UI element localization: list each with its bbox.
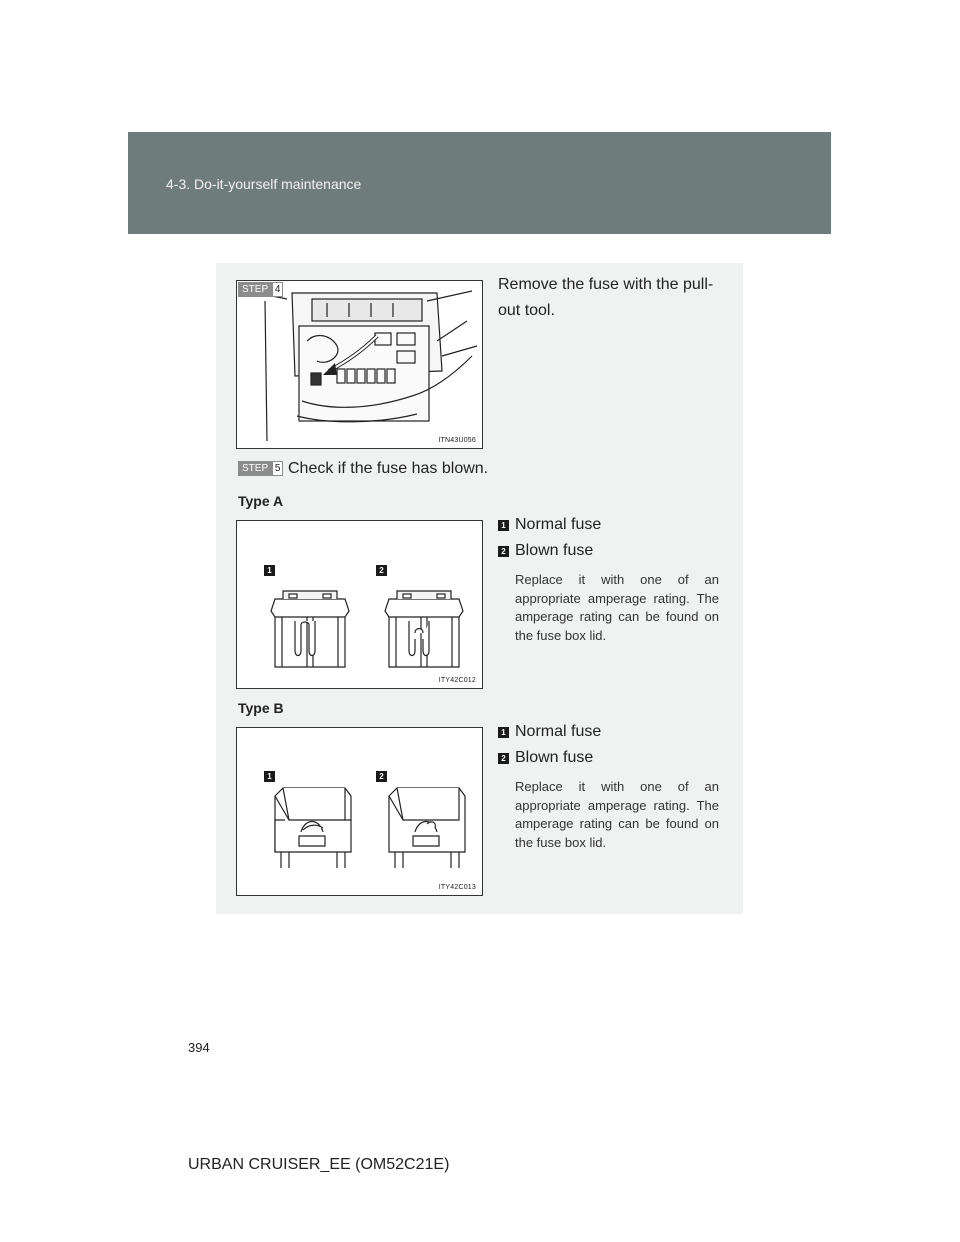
item-label: Normal fuse bbox=[515, 723, 602, 740]
step-badge bbox=[238, 461, 283, 476]
fuse-label-badge: 1 bbox=[264, 565, 275, 576]
fuse-box-illustration bbox=[236, 280, 483, 449]
list-item bbox=[498, 749, 593, 767]
list-item bbox=[498, 516, 601, 534]
fuse-label-badge: 1 bbox=[264, 771, 275, 782]
fuse-label-badge: 2 bbox=[376, 771, 387, 782]
step-badge bbox=[238, 282, 283, 297]
list-item bbox=[498, 723, 601, 741]
type-a-fuse-illustration bbox=[236, 520, 483, 689]
number-badge: 1 bbox=[498, 727, 509, 738]
type-b-label: Type B bbox=[238, 700, 284, 716]
replacement-note: Replace it with one of an appropriate amperage rating. The amperage rating can be found on the fuse box lid. bbox=[515, 572, 719, 643]
item-label: Normal fuse bbox=[515, 516, 602, 533]
list-item bbox=[498, 542, 593, 560]
figure-code: ITY42C013 bbox=[438, 884, 476, 891]
step4-instruction: Remove the fuse with the pull-out tool. bbox=[498, 276, 714, 319]
footer-model-code: URBAN CRUISER_EE (OM52C21E) bbox=[188, 1156, 450, 1173]
item-label: Blown fuse bbox=[515, 542, 594, 559]
figure-code: ITY42C012 bbox=[438, 677, 476, 684]
type-a-label: Type A bbox=[238, 493, 284, 509]
type-a-fuse-drawing bbox=[237, 521, 483, 689]
type-b-fuse-illustration bbox=[236, 727, 483, 896]
step-label: STEP bbox=[238, 461, 272, 476]
section-header bbox=[128, 132, 831, 234]
replacement-note: Replace it with one of an appropriate amperage rating. The amperage rating can be found on the fuse box lid. bbox=[515, 779, 719, 850]
page-number: 394 bbox=[188, 1040, 210, 1055]
number-badge: 1 bbox=[498, 520, 509, 531]
step-number: 4 bbox=[272, 282, 283, 297]
step-number: 5 bbox=[272, 461, 283, 476]
content-panel bbox=[216, 263, 743, 914]
step5-instruction: Check if the fuse has blown. bbox=[288, 460, 489, 477]
fuse-label-badge: 2 bbox=[376, 565, 387, 576]
number-badge: 2 bbox=[498, 753, 509, 764]
type-b-fuse-drawing bbox=[237, 728, 483, 896]
fuse-box-drawing bbox=[237, 281, 483, 449]
figure-code: ITN43U056 bbox=[438, 437, 476, 444]
number-badge: 2 bbox=[498, 546, 509, 557]
section-title: 4-3. Do-it-yourself maintenance bbox=[166, 176, 362, 192]
step-label: STEP bbox=[238, 282, 272, 297]
item-label: Blown fuse bbox=[515, 749, 594, 766]
